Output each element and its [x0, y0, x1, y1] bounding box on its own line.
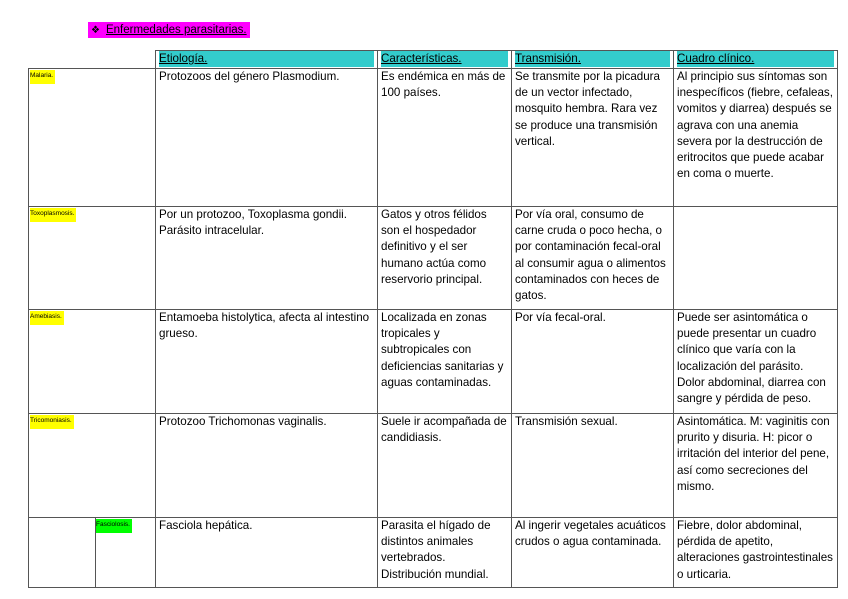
cell-etiologia: Protozoos del género Plasmodium. — [156, 69, 378, 207]
cell-cuadro-clinico: Puede ser asintomática o puede presentar un cuadro clínico que varía con la localización del parásito. Dolor abdominal, diarrea con sangre y pérdida de peso. — [674, 310, 838, 414]
row-label-cell — [29, 207, 156, 310]
row-label-cell — [29, 310, 156, 414]
table-row — [29, 207, 838, 310]
cell-caracteristicas: Gatos y otros félidos son el hospedador definitivo y el ser humano actúa como reservorio principal. — [378, 207, 512, 310]
cell-transmision: Por vía oral, consumo de carne cruda o poco hecha, o por contaminación fecal-oral al consumir agua o alimentos contaminados con heces de gatos. — [512, 207, 674, 310]
table-row — [29, 414, 838, 518]
cell-transmision: Al ingerir vegetales acuáticos crudos o agua contaminada. — [512, 518, 674, 588]
cell-caracteristicas: Es endémica en más de 100 países. — [378, 69, 512, 207]
cell-etiologia: Entamoeba histolytica, afecta al intestino grueso. — [156, 310, 378, 414]
table-row — [29, 518, 838, 588]
cell-etiologia: Fasciola hepática. — [156, 518, 378, 588]
section-title: Enfermedades parasitarias. — [105, 24, 247, 36]
row-label-cell — [29, 518, 156, 588]
header-caracteristicas: Características. — [378, 51, 512, 69]
cell-cuadro-clinico: Al principio sus síntomas son inespecíficos (fiebre, cefaleas, vomitos y diarrea) después se agrava con una anemia severa por la destrucción de eritrocitos que puede acabar en coma o muerte. — [674, 69, 838, 207]
cell-caracteristicas: Suele ir acompañada de candidiasis. — [378, 414, 512, 518]
table-row — [29, 69, 838, 207]
cell-cuadro-clinico — [674, 207, 838, 310]
cell-caracteristicas: Parasita el hígado de distintos animales vertebrados. Distribución mundial. — [378, 518, 512, 588]
header-empty-cell — [29, 51, 156, 69]
cell-caracteristicas: Localizada en zonas tropicales y subtropicales con deficiencias sanitarias y aguas contaminadas. — [378, 310, 512, 414]
cell-transmision: Por vía fecal-oral. — [512, 310, 674, 414]
diamond-bullet-icon: ❖ — [91, 25, 100, 36]
header-transmision: Transmisión. — [512, 51, 674, 69]
disease-label: Tricomoniasis. — [30, 415, 74, 429]
disease-label: Toxoplasmosis. — [30, 208, 76, 222]
cell-cuadro-clinico: Asintomática. M: vaginitis con prurito y disuria. H: picor o irritación del interior del pene, así como secreciones del mismo. — [674, 414, 838, 518]
parasitic-diseases-table — [28, 50, 838, 588]
empty-subcell — [29, 518, 96, 587]
disease-label: Amebiasis. — [30, 311, 64, 325]
table-header-row — [29, 51, 838, 69]
cell-transmision: Transmisión sexual. — [512, 414, 674, 518]
row-label-cell — [29, 69, 156, 207]
cell-etiologia: Protozoo Trichomonas vaginalis. — [156, 414, 378, 518]
disease-label: Malaria. — [30, 70, 55, 84]
header-etiologia: Etiología. — [156, 51, 378, 69]
cell-etiologia: Por un protozoo, Toxoplasma gondii. Parásito intracelular. — [156, 207, 378, 310]
header-cuadro-clinico: Cuadro clínico. — [674, 51, 838, 69]
table-row — [29, 310, 838, 414]
row-label-cell — [29, 414, 156, 518]
section-heading — [88, 22, 250, 38]
cell-transmision: Se transmite por la picadura de un vector infectado, mosquito hembra. Rara vez se produce una transmisión vertical. — [512, 69, 674, 207]
disease-label: Fasciolosis. — [96, 519, 132, 533]
cell-cuadro-clinico: Fiebre, dolor abdominal, pérdida de apetito, alteraciones gastrointestinales o urticaria. — [674, 518, 838, 588]
